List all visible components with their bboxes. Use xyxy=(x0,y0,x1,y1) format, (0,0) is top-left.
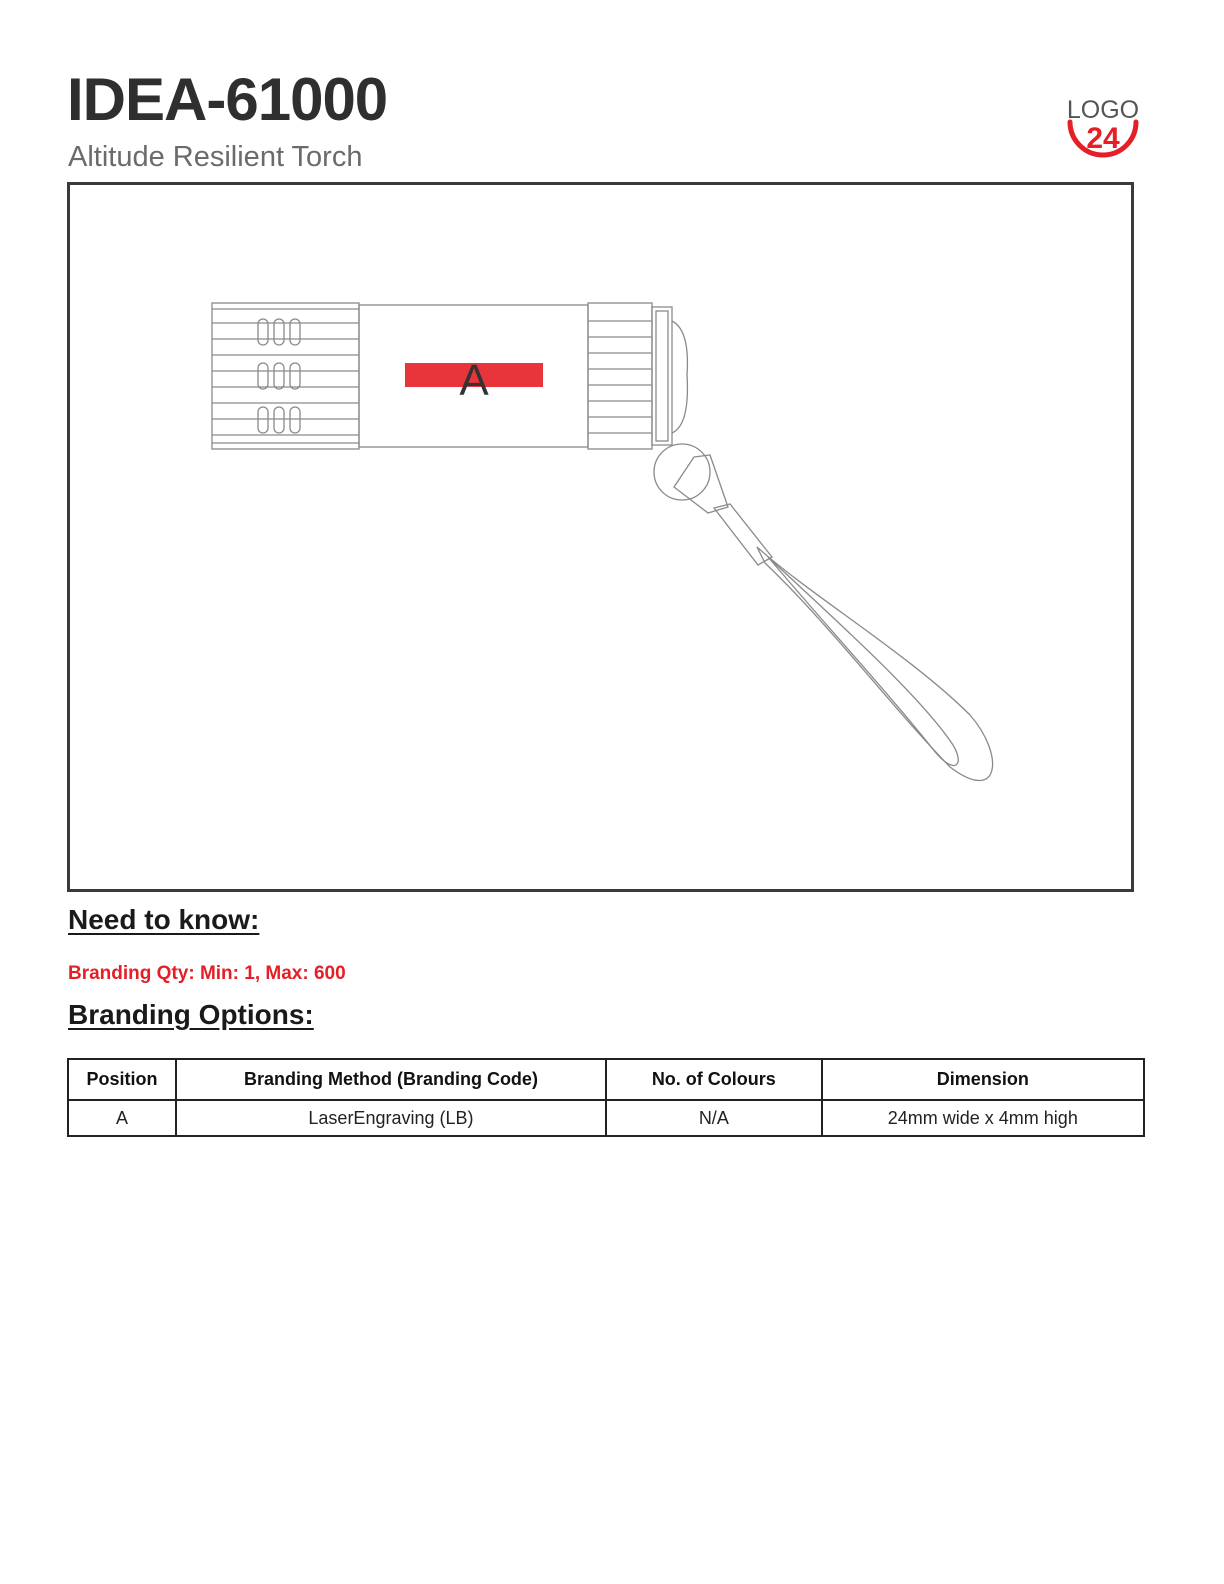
branding-options-table xyxy=(67,1058,1145,1137)
branding-qty: Branding Qty: Min: 1, Max: 600 xyxy=(68,963,346,984)
lanyard-clip xyxy=(674,455,728,513)
brand-logo xyxy=(1062,86,1144,166)
torch-rear-cap xyxy=(212,303,359,449)
cell-dimension: 24mm wide x 4mm high xyxy=(822,1100,1144,1136)
product-image-frame xyxy=(67,182,1134,892)
column-header: Dimension xyxy=(822,1059,1144,1100)
torch-head-ring xyxy=(652,307,672,445)
torch-front-collar xyxy=(588,303,652,449)
need-to-know-heading: Need to know: xyxy=(68,904,260,935)
cell-colours: N/A xyxy=(606,1100,822,1136)
lanyard-neck xyxy=(714,504,772,565)
lanyard-ring xyxy=(654,444,710,500)
torch-lens xyxy=(672,321,687,433)
table-header-row xyxy=(68,1059,1144,1100)
lanyard-strap-inner xyxy=(768,557,958,765)
column-header: Branding Method (Branding Code) xyxy=(176,1059,606,1100)
grip-ovals xyxy=(258,319,300,433)
logo-bottom-text: 24 xyxy=(1086,122,1120,155)
product-name: Altitude Resilient Torch xyxy=(68,141,363,173)
product-code: IDEA-61000 xyxy=(67,66,388,133)
print-area-label: A xyxy=(459,356,489,405)
torch-drawing xyxy=(70,185,1131,889)
logo-mark xyxy=(1062,86,1144,166)
logo-top-text: LOGO xyxy=(1066,96,1140,124)
column-header: No. of Colours xyxy=(606,1059,822,1100)
cell-position: A xyxy=(68,1100,176,1136)
cell-method: LaserEngraving (LB) xyxy=(176,1100,606,1136)
column-header: Position xyxy=(68,1059,176,1100)
table-row xyxy=(68,1100,1144,1136)
branding-options-heading: Branding Options: xyxy=(68,999,314,1030)
lanyard-strap xyxy=(757,547,993,781)
